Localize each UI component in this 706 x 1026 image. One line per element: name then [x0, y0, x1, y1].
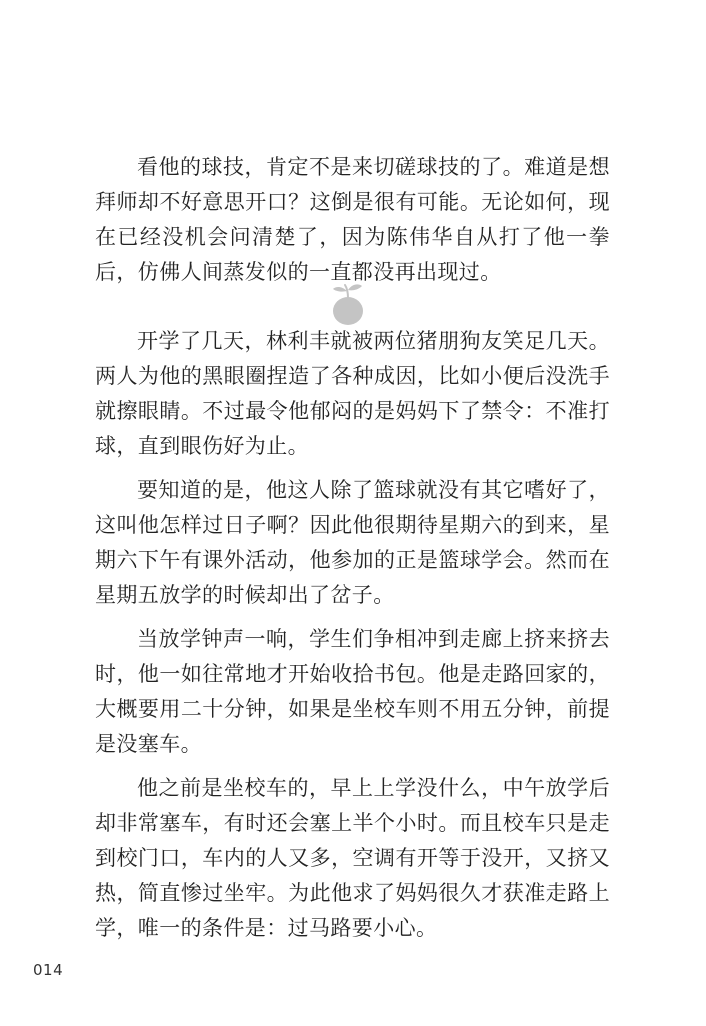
- paragraph: 当放学钟声一响，学生们争相冲到走廊上挤来挤去时，他一如往常地才开始收拾书包。他是走路回家的，大概要用二十分钟，如果是坐校车则不用五分钟，前提是没塞车。: [95, 627, 610, 756]
- paragraph: 开学了几天，林利丰就被两位猪朋狗友笑足几天。两人为他的黑眼圈捏造了各种成因，比如小便后没洗手就擦眼睛。不过最令他郁闷的是妈妈下了禁令：不准打球，直到眼伤好为止。: [95, 329, 610, 458]
- paragraph: 要知道的是，他这人除了篮球就没有其它嗜好了，这叫他怎样过日子啊？因此他很期待星期六的到来，星期六下午有课外活动，他参加的正是篮球学会。然而在星期五放学的时候却出了岔子。: [95, 478, 610, 607]
- sprouting-bean-icon: [328, 280, 368, 326]
- page-number: 014: [33, 961, 64, 979]
- text-block-bottom: [95, 324, 610, 946]
- text-block-top: [95, 150, 610, 290]
- paragraph: 他之前是坐校车的，早上上学没什么，中午放学后却非常塞车，有时还会塞上半个小时。而且校车只是走到校门口，车内的人又多，空调有开等于没开，又挤又热，简直惨过坐牢。为此他求了妈妈很久才获准走路上学，唯一的条件是：过马路要小心。: [95, 776, 610, 940]
- paragraph: 看他的球技，肯定不是来切磋球技的了。难道是想拜师却不好意思开口？这倒是很有可能。无论如何，现在已经没机会问清楚了，因为陈伟华自从打了他一拳后，仿佛人间蒸发似的一直都没再出现过。: [95, 155, 610, 284]
